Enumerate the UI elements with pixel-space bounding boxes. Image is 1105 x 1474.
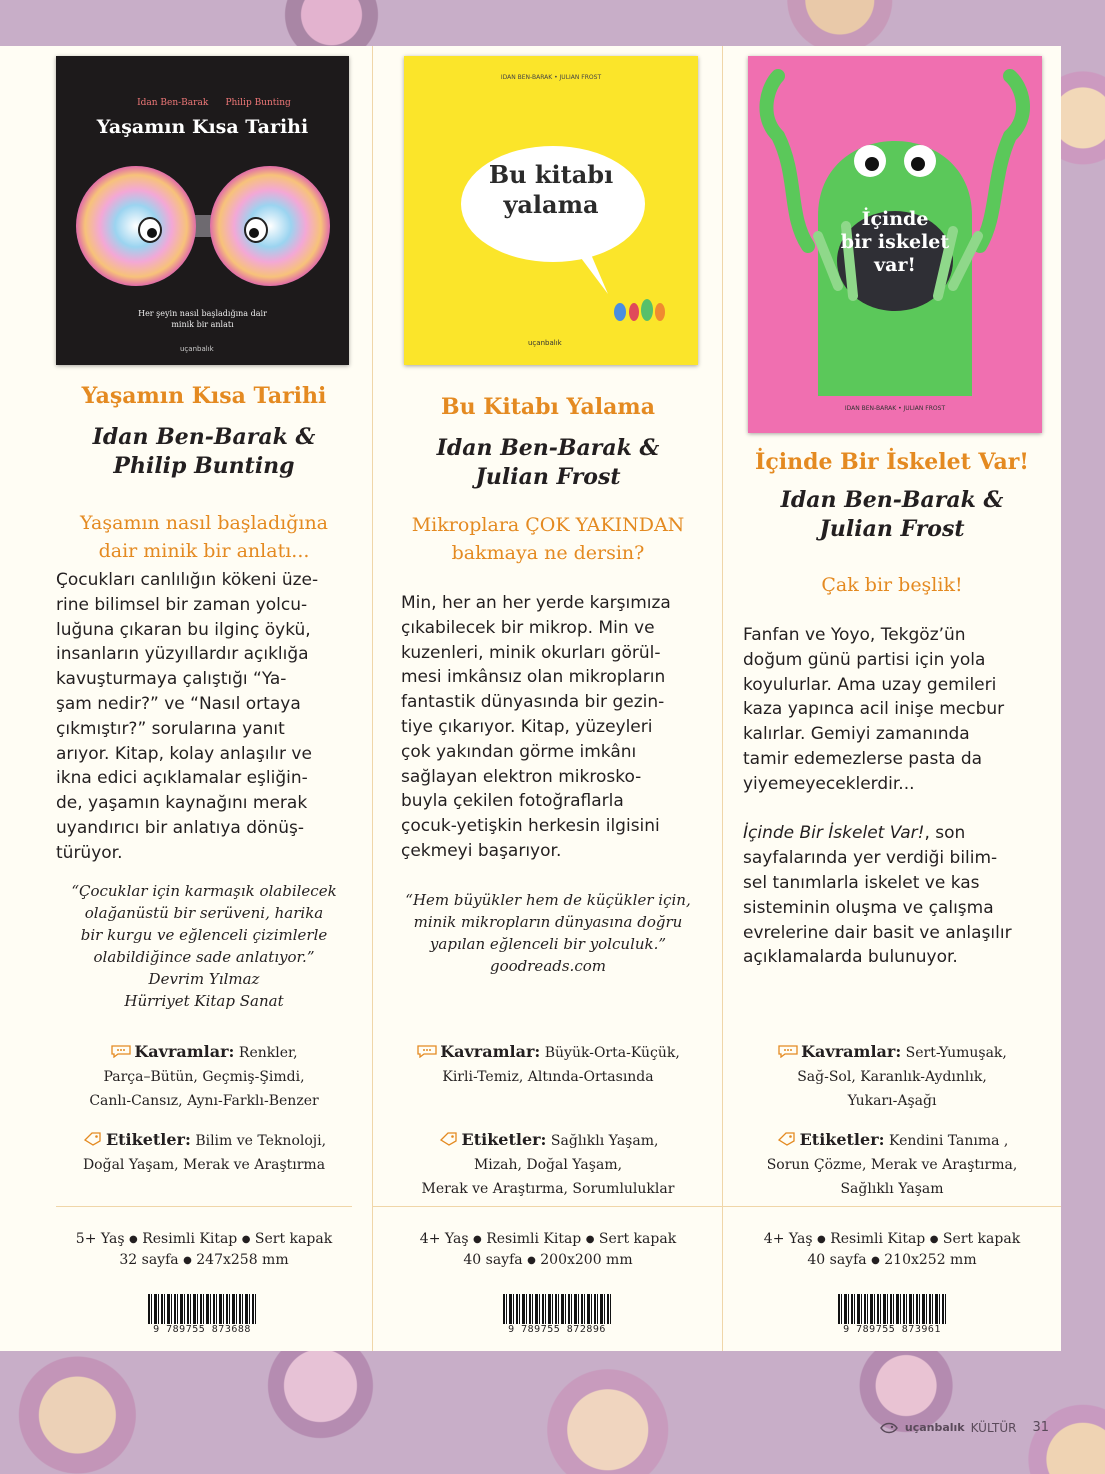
concepts-label: Kavramlar:: [801, 1042, 902, 1061]
quote-line: “Hem büyükler hem de küçükler için,: [405, 891, 691, 909]
book-concepts: [56, 1040, 352, 1113]
cover-author: Idan Ben-Barak: [137, 98, 209, 108]
cover-title: Yaşamın Kısa Tarihi: [96, 116, 309, 138]
book-authors: Idan Ben-Barak &: [436, 435, 660, 461]
quote-source: Devrim Yılmaz: [148, 970, 260, 988]
description-line: tiye çıkarıyor. Kitap, yüzeyleri: [401, 716, 653, 737]
tags-value: Bilim ve Teknoloji,: [195, 1133, 327, 1149]
description-line: çocuk-yetişkin herkesin ilgisini: [401, 816, 660, 837]
book-cover-bu-kitabi-yalama: [404, 56, 698, 365]
concepts-value: Kirli-Temiz, Altında-Ortasında: [442, 1069, 654, 1085]
quote-source: goodreads.com: [490, 957, 606, 975]
description-line: evrelerine dair basit ve anlaşılır: [743, 922, 1012, 943]
cover-subtitle: minik bir anlatı: [171, 320, 234, 329]
barcode-bars: [838, 1294, 946, 1324]
quote-line: minik mikropların dünyasına doğru: [413, 913, 683, 931]
description-line: mesi imkânsız olan mikropların: [401, 667, 666, 688]
description-line: çıkabilecek bir mikrop. Min ve: [401, 617, 655, 638]
book-concepts: [373, 1040, 723, 1089]
quote-line: olağanüstü bir serüveni, harika: [84, 904, 324, 922]
book-specs: 4+ Yaş ● Resimli Kitap ● Sert kapak 40 sayfa ● 200x200 mm: [419, 1231, 677, 1268]
speech-bubble-icon: [416, 1044, 438, 1058]
cover-authors: IDAN BEN-BARAK • JULIAN FROST: [844, 405, 946, 412]
spec-cover-type: Sert kapak: [942, 1231, 1021, 1247]
book-specs: 5+ Yaş ● Resimli Kitap ● Sert kapak 32 sayfa ● 247x258 mm: [75, 1231, 333, 1268]
germ-characters-illustration: [610, 292, 668, 322]
spec-pages: 40 sayfa: [463, 1252, 523, 1268]
spec-format: Resimli Kitap: [830, 1231, 926, 1247]
book-review-quote: [373, 889, 723, 977]
cover-subtitle: Her şeyin nasıl başladığına dair: [138, 309, 267, 318]
book-authors: Idan Ben-Barak &: [780, 487, 1004, 513]
book-authors: Julian Frost: [475, 464, 621, 490]
description-line: şam nedir?” ve “Nasıl ortaya: [56, 693, 301, 714]
tags-value: Sağlıklı Yaşam,: [550, 1133, 659, 1149]
book-specs: 4+ Yaş ● Resimli Kitap ● Sert kapak 40 sayfa ● 210x252 mm: [763, 1231, 1021, 1268]
tag-icon: [438, 1132, 460, 1146]
description-line: , son: [924, 823, 966, 844]
book-tagline: bakmaya ne dersin?: [451, 542, 645, 564]
description-line: de, yaşamın kaynağını merak: [56, 793, 308, 814]
concepts-value: Parça–Bütün, Geçmiş-Şimdi,: [103, 1069, 305, 1085]
description-line: uyandırıcı bir anlatıya dönüş-: [56, 817, 304, 838]
description-line: ikna edici açıklamalar eşliğin-: [56, 768, 308, 789]
concepts-value: Sert-Yumuşak,: [905, 1045, 1007, 1061]
cover-title: var!: [874, 254, 916, 276]
description-line: buyla çekilen fotoğraflarla: [401, 791, 624, 812]
book-column-2: [373, 46, 723, 1351]
fish-logo-icon: [879, 1421, 899, 1435]
barcode: [148, 1294, 256, 1338]
description-line: sisteminin oluşma ve çalışma: [743, 897, 994, 918]
concepts-value: Renkler,: [238, 1045, 298, 1061]
tags-value: Sağlıklı Yaşam: [840, 1181, 944, 1197]
concepts-label: Kavramlar:: [134, 1042, 235, 1061]
book-tags: [56, 1128, 352, 1177]
description-line: Min, her an her yerde karşımıza: [401, 593, 671, 613]
page-footer: [879, 1420, 1049, 1435]
book-column-1: [56, 46, 352, 1351]
book-title: Yaşamın Kısa Tarihi: [81, 383, 327, 409]
spec-format: Resimli Kitap: [486, 1231, 582, 1247]
tags-value: Sorun Çözme, Merak ve Araştırma,: [766, 1157, 1018, 1173]
quote-line: bir kurgu ve eğlenceli çizimlerle: [80, 926, 328, 944]
book-tagline: Mikroplara ÇOK YAKINDAN: [411, 514, 685, 536]
barcode-number: 9 789755 872896: [508, 1324, 606, 1335]
book-column-3: [723, 46, 1061, 1351]
spec-pages: 40 sayfa: [807, 1252, 867, 1268]
concepts-value: Sağ-Sol, Karanlık-Aydınlık,: [797, 1069, 987, 1085]
description-line: yiyemeyeceklerdir...: [743, 773, 915, 794]
description-line: kuzenleri, minik okurları görül-: [401, 642, 661, 663]
tags-value: Mizah, Doğal Yaşam,: [473, 1157, 623, 1173]
cover-author: Philip Bunting: [225, 98, 291, 108]
book-concepts: [723, 1040, 1061, 1113]
catalog-panel: [0, 46, 1061, 1351]
book-authors: Idan Ben-Barak &: [92, 424, 316, 450]
description-line: kavuşturmaya çalıştığı “Ya-: [56, 669, 287, 690]
cover-authors: IDAN BEN-BARAK • JULIAN FROST: [500, 74, 602, 81]
tags-value: Kendini Tanıma ,: [888, 1133, 1009, 1149]
spec-age: 4+ Yaş: [419, 1231, 469, 1247]
tags-value: Merak ve Araştırma, Sorumluluklar: [421, 1181, 675, 1197]
description-line: fantastik dünyasında bir gezin-: [401, 692, 665, 713]
spec-size: 200x200 mm: [540, 1252, 633, 1268]
spec-pages: 32 sayfa: [119, 1252, 179, 1268]
description-line: arıyor. Kitap, kolay anlaşılır ve: [56, 743, 312, 764]
quote-source: Hürriyet Kitap Sanat: [124, 992, 284, 1010]
cover-title: İçinde: [861, 208, 929, 230]
cover-title: Bu kitabı: [488, 160, 614, 189]
barcode: [503, 1294, 611, 1338]
description-line: sel tanımlarla iskelet ve kas: [743, 872, 980, 893]
book-description: [401, 591, 723, 864]
barcode-number: 9 789755 873961: [843, 1324, 941, 1335]
description-line: kalırlar. Gemiyi zamanında: [743, 724, 970, 745]
cover-title: yalama: [503, 190, 599, 219]
book-title: İçinde Bir İskelet Var!: [755, 449, 1029, 475]
concepts-value: Canlı-Cansız, Aynı-Farklı-Benzer: [89, 1093, 319, 1109]
barcode-bars: [148, 1294, 256, 1324]
description-line: sağlayan elektron mikrosko-: [401, 766, 642, 787]
description-line: kaza yapınca acil inişe mecbur: [743, 699, 1005, 720]
tags-value: Doğal Yaşam, Merak ve Araştırma: [82, 1157, 326, 1173]
description-line: sayfalarında yer verdiği bilim-: [743, 848, 998, 869]
barcode-bars: [503, 1294, 611, 1324]
barcode: [838, 1294, 946, 1338]
description-line: çekmeyi başarıyor.: [401, 840, 562, 861]
description-line: insanların yüzyıllardır açıklığa: [56, 644, 309, 665]
description-line: açıklamalarda bulunuyor.: [743, 947, 958, 968]
tag-icon: [82, 1132, 104, 1146]
cover-title: bir iskelet: [840, 231, 950, 253]
cover-eyes-illustration: [70, 160, 336, 290]
description-line: koyulurlar. Ama uzay gemileri: [743, 674, 997, 695]
speech-bubble-icon: [110, 1044, 132, 1058]
quote-line: olabildiğince sade anlatıyor.”: [93, 948, 315, 966]
concepts-value: Yukarı-Aşağı: [847, 1093, 937, 1109]
book-authors: Philip Bunting: [113, 453, 295, 479]
barcode-number: 9 789755 873688: [153, 1324, 251, 1335]
book-authors: Julian Frost: [819, 516, 965, 542]
book-description: [743, 623, 1061, 970]
tag-icon: [776, 1132, 798, 1146]
description-line: çok yakından görme imkânı: [401, 741, 637, 762]
book-tagline: Yaşamın nasıl başladığına: [79, 512, 329, 534]
description-line: türüyor.: [56, 842, 123, 863]
spec-size: 210x252 mm: [884, 1252, 977, 1268]
description-line: Çocukları canlılığın kökeni üze-: [56, 570, 319, 590]
book-tags: [373, 1128, 723, 1201]
speech-bubble-icon: [777, 1044, 799, 1058]
quote-line: “Çocuklar için karmaşık olabilecek: [71, 882, 337, 900]
footer-section: KÜLTÜR: [970, 1420, 1017, 1435]
book-cover-icinde-bir-iskelet-var: [748, 56, 1042, 433]
book-review-quote: [56, 880, 352, 1012]
footer-brand: uçanbalık: [904, 1421, 965, 1434]
description-line: rine bilimsel bir zaman yolcu-: [56, 594, 308, 615]
spec-cover-type: Sert kapak: [598, 1231, 677, 1247]
description-line: çıkmıştır?” sorularına yanıt: [56, 718, 285, 739]
description-book-title: İçinde Bir İskelet Var!: [743, 823, 925, 844]
description-line: luğuna çıkaran bu ilginç öykü,: [56, 619, 311, 640]
quote-line: yapılan eğlenceli bir yolculuk.”: [429, 935, 667, 953]
tags-label: Etiketler:: [461, 1130, 547, 1149]
spec-cover-type: Sert kapak: [254, 1231, 333, 1247]
tags-label: Etiketler:: [799, 1130, 885, 1149]
description-line: tamir edemezlerse pasta da: [743, 748, 983, 769]
book-tagline: Çak bir beşlik!: [821, 574, 963, 596]
description-line: doğum günü partisi için yola: [743, 649, 986, 670]
cover-publisher: uçanbalık: [180, 345, 214, 353]
spec-format: Resimli Kitap: [142, 1231, 238, 1247]
spec-size: 247x258 mm: [196, 1252, 289, 1268]
tags-label: Etiketler:: [105, 1130, 191, 1149]
description-line: Fanfan ve Yoyo, Tekgöz’ün: [743, 625, 966, 645]
book-tags: [723, 1128, 1061, 1201]
spec-age: 4+ Yaş: [763, 1231, 813, 1247]
concepts-value: Büyük-Orta-Küçük,: [544, 1045, 680, 1061]
book-tagline: dair minik bir anlatı...: [98, 540, 310, 562]
page-number: 31: [1032, 1420, 1049, 1435]
book-cover-yasamin-kisa-tarihi: [56, 56, 349, 365]
spec-age: 5+ Yaş: [75, 1231, 125, 1247]
book-title: Bu Kitabı Yalama: [441, 394, 655, 420]
cover-publisher: uçanbalık: [528, 339, 562, 347]
book-description: [56, 568, 352, 866]
concepts-label: Kavramlar:: [440, 1042, 541, 1061]
